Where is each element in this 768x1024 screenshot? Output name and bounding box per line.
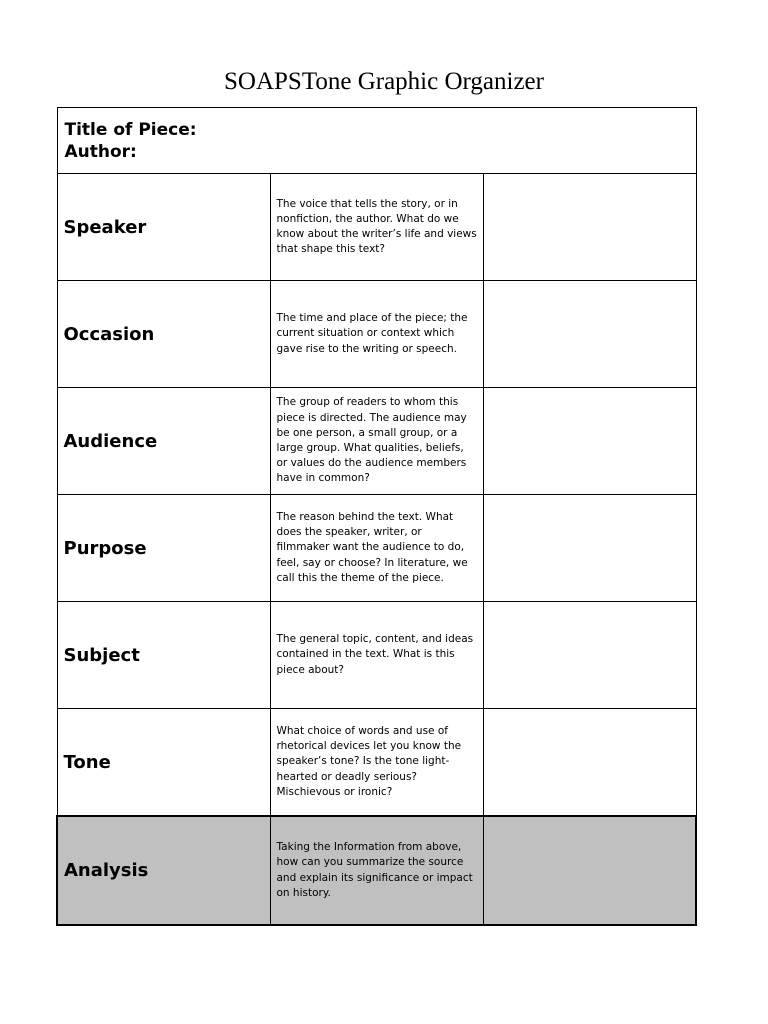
row-description: Taking the Information from above, how can you summarize the source and explain its significance or impact on history. <box>270 816 483 925</box>
row-description: The group of readers to whom this piece is directed. The audience may be one person, a small group, or a large group. What qualities, beliefs, or values do the audience members have in common? <box>270 388 483 495</box>
document-title: SOAPSTone Graphic Organizer <box>224 68 544 95</box>
answer-cell-analysis[interactable] <box>483 816 696 925</box>
row-speaker <box>57 174 696 281</box>
row-analysis <box>57 816 696 925</box>
author-label: Author: <box>64 141 137 162</box>
row-label: Purpose <box>57 495 270 602</box>
header-cell[interactable] <box>57 108 696 174</box>
answer-cell-tone[interactable] <box>483 709 696 817</box>
row-occasion <box>57 281 696 388</box>
row-subject <box>57 602 696 709</box>
row-label: Subject <box>57 602 270 709</box>
row-purpose <box>57 495 696 602</box>
row-label: Analysis <box>57 816 270 925</box>
header-row <box>57 108 696 174</box>
row-label: Tone <box>57 709 270 817</box>
row-description: The reason behind the text. What does the speaker, writer, or filmmaker want the audience to do, feel, say or choose? In literature, we call this the theme of the piece. <box>270 495 483 602</box>
row-label: Speaker <box>57 174 270 281</box>
answer-cell-purpose[interactable] <box>483 495 696 602</box>
soapstone-table <box>56 107 697 926</box>
row-description: The voice that tells the story, or in nonfiction, the author. What do we know about the writer’s life and views that shape this text? <box>270 174 483 281</box>
row-description: What choice of words and use of rhetorical devices let you know the speaker’s tone? Is the tone light-hearted or deadly serious? Mischievous or ironic? <box>270 709 483 817</box>
answer-cell-subject[interactable] <box>483 602 696 709</box>
row-description: The general topic, content, and ideas contained in the text. What is this piece about? <box>270 602 483 709</box>
answer-cell-audience[interactable] <box>483 388 696 495</box>
answer-cell-occasion[interactable] <box>483 281 696 388</box>
row-audience <box>57 388 696 495</box>
row-tone <box>57 709 696 817</box>
title-of-piece-label: Title of Piece: <box>64 119 197 140</box>
row-label: Occasion <box>57 281 270 388</box>
row-label: Audience <box>57 388 270 495</box>
answer-cell-speaker[interactable] <box>483 174 696 281</box>
row-description: The time and place of the piece; the current situation or context which gave rise to the writing or speech. <box>270 281 483 388</box>
